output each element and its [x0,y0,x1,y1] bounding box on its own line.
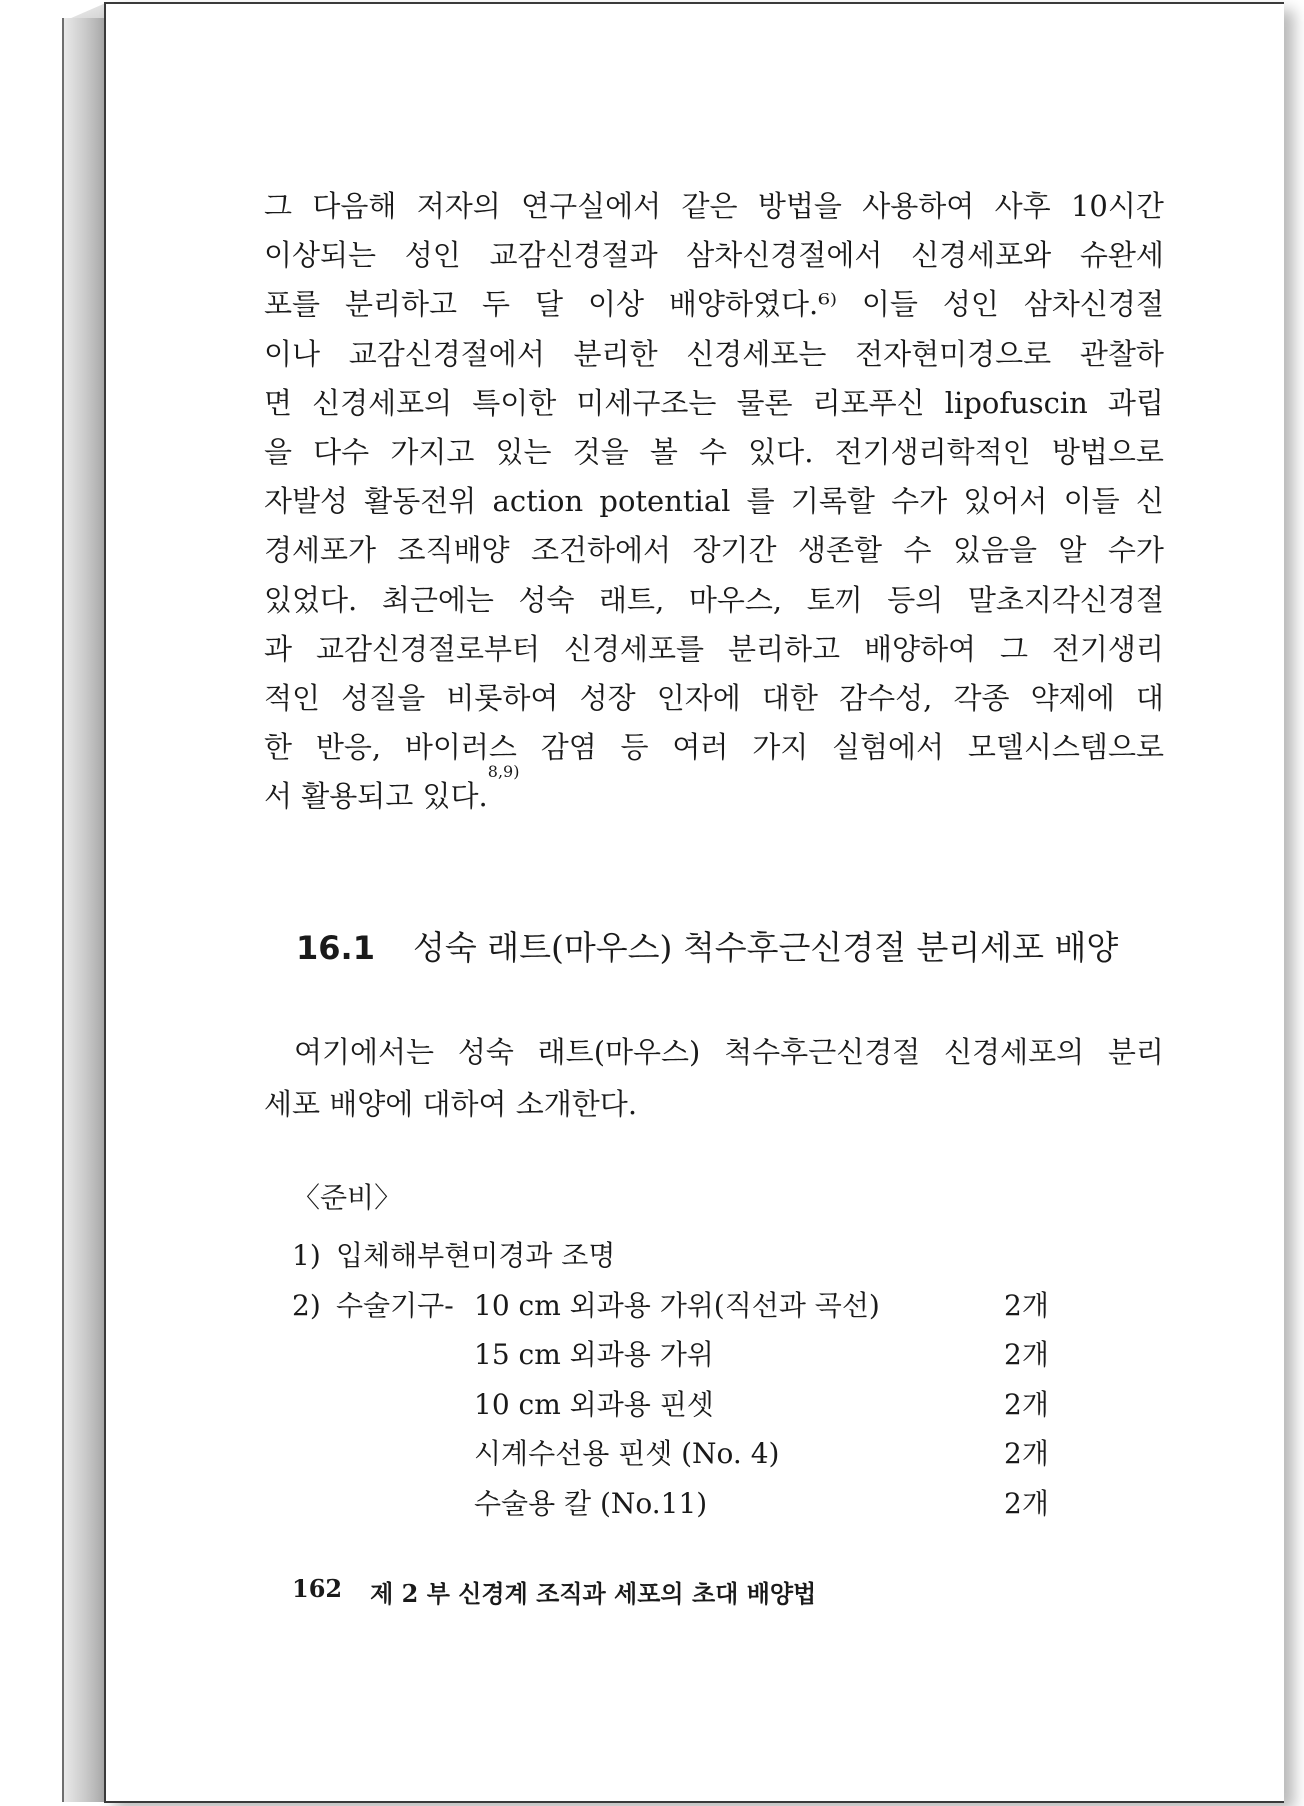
text-line [264,280,1164,329]
word: 알 [1058,533,1087,568]
text-line [264,231,1164,280]
text-line [264,428,1164,477]
word: 실험에서 [832,730,945,765]
word: 다수 [313,434,370,469]
word: 면 [264,385,293,420]
item-text: 입체해부현미경과 조명 [336,1239,616,1272]
item-desc: 10 cm 외과용 핀셋 [474,1387,714,1421]
page-number: 162 [292,1574,343,1603]
text-line [264,477,1164,526]
equipment-list [292,1231,1052,1528]
word: 수 [903,533,932,568]
list-item [292,1231,1052,1281]
word: 신경세포와 [911,238,1052,273]
word: 볼 [649,434,678,469]
section-number: 16.1 [296,929,375,967]
book-spine [62,18,106,1802]
word: 인자에 [656,680,741,715]
word: 분리한 [573,336,658,371]
list-item [292,1281,1052,1331]
text-line [264,762,1164,821]
word: 활동전위 [364,484,477,519]
word: 대한 [761,680,818,715]
text-line [264,723,1164,772]
page-footer [292,1574,816,1609]
word: 감수성, [839,680,933,715]
word: 대 [1135,680,1164,715]
word: 성숙 [457,1035,514,1069]
word: 배양하여 [863,631,977,666]
word: 성인 [404,238,461,273]
list-item [292,1479,1052,1529]
text-line [264,625,1164,674]
word: 이나 [264,336,321,371]
word: 신경세포의 [312,385,453,420]
list-item [292,1380,1052,1430]
intro-line [264,1026,1164,1078]
word: 척수후근신경절 [724,1035,921,1069]
word: 신경세포를 [563,631,705,666]
word: 성숙 [518,582,575,617]
word: 적인 [264,680,321,715]
word: 교감신경절에서 [348,336,545,371]
item-qty: 2개 [1004,1387,1049,1421]
word: 있음을 [952,533,1037,568]
word: 교감신경절로부터 [315,631,541,666]
list-item [292,1330,1052,1380]
word: 방법을 [757,189,842,223]
word: 조건하에서 [531,533,672,568]
item-qty: 2개 [1004,1437,1049,1470]
word: 관찰하 [1079,336,1164,371]
prep-title: 〈준비〉 [292,1181,403,1214]
word: 사용하여 [862,189,975,223]
word: 전자현미경으로 [855,336,1052,371]
word: 그 [264,189,293,223]
body-paragraph [264,182,1164,821]
word: 저자의 [416,189,501,223]
word: 분리하고 [344,287,458,322]
word: 배양하였다.⁶⁾ [668,287,837,322]
word: 등 [620,730,649,765]
word: 사후 [994,189,1051,223]
word: 를 [746,484,775,519]
word: 물론 [736,385,793,420]
word: 생존할 [798,533,883,568]
item-desc: 시계수선용 핀셋 (No. 4) [474,1437,780,1470]
word: 있어서 [963,484,1048,519]
word: 슈완세 [1079,238,1164,273]
section-title: 성숙 래트(마우스) 척수후근신경절 분리세포 배양 [412,928,1119,967]
list-item [292,1429,1052,1479]
word: potential [599,484,731,519]
word: 삼차신경절 [1023,287,1164,322]
item-desc: 수술용 칼 (No.11) [474,1486,708,1520]
word: 장기간 [692,533,777,568]
word: 여러 [672,730,729,765]
text-line [264,576,1164,625]
word: 토끼 [806,582,863,617]
word: 말초지각신경절 [967,582,1164,617]
word: 같은 [681,189,738,223]
word: 미세구조는 [576,385,717,420]
word: 이상 [587,287,644,322]
reference-superscript: 8,9) [487,762,520,782]
word: 수가 [891,484,948,519]
item-qty: 2개 [1004,1288,1049,1322]
item-number: 1) [292,1239,321,1272]
item-qty: 2개 [1004,1338,1049,1371]
word: 이들 [1063,484,1120,519]
word: 포를 [264,287,321,322]
text-line [264,330,1164,379]
item-label: 수술기구- [336,1288,454,1322]
word: 가지고 [390,434,475,469]
word: 등의 [887,582,944,617]
word: 최근에는 [381,582,494,617]
word: 그 [999,631,1028,666]
word: 조직배양 [397,533,510,568]
word: 가지 [752,730,809,765]
word: 전기생리학적인 [834,434,1031,469]
text-line [264,674,1164,723]
word: 성인 [942,287,999,322]
word: 다음해 [312,189,397,223]
word: 모델시스템으로 [967,730,1164,765]
word: 이들 [861,287,918,322]
word: 있었다. [264,582,358,617]
word: 수 [699,434,728,469]
word: 을 [264,434,293,469]
word: 한 [264,730,293,765]
running-title: 제 2 부 신경계 조직과 세포의 초대 배양법 [370,1579,817,1608]
section-intro [264,1026,1164,1130]
section-heading [296,922,1166,969]
word: 래트, [599,582,665,617]
word: 약제에 [1030,680,1115,715]
word: 달 [534,287,563,322]
word: 방법으로 [1051,434,1164,469]
word: 전기생리 [1051,631,1164,666]
word: 삼차신경절에서 [686,238,883,273]
word: 리포푸신 [812,385,925,420]
word: 성장 [579,680,636,715]
word: 성질을 [341,680,426,715]
word: 교감신경절과 [489,238,658,273]
item-desc: 15 cm 외과용 가위 [474,1338,714,1371]
word: 마우스, [688,582,783,617]
word: 있다. [748,434,814,469]
item-number: 2) [292,1288,321,1322]
page-bottom-edge [104,1801,1284,1803]
word: action [492,484,584,519]
word: 연구실에서 [521,189,662,223]
word: 비롯하여 [446,680,559,715]
word: 서 활용되고 있다. [264,779,488,814]
word: 래트(마우스) [537,1035,701,1069]
word: 여기에서는 [294,1035,435,1069]
text-line [264,182,1164,231]
word: 신 [1135,484,1164,519]
word: 분리 [1107,1035,1164,1069]
word: 10시간 [1070,189,1164,223]
word: 두 [482,287,511,322]
word: 반응, [315,730,382,765]
text-line [264,526,1164,575]
word: 기록할 [790,484,875,519]
word: 바이러스 [404,730,517,765]
intro-line: 세포 배양에 대하여 소개한다. [264,1087,638,1121]
word: 있는 [495,434,552,469]
word: 경세포가 [264,533,377,568]
word: 자발성 [264,484,349,519]
word: 감염 [540,730,597,765]
word: 분리하고 [727,631,841,666]
text-line [264,379,1164,428]
word: 수가 [1107,533,1164,568]
item-desc: 10 cm 외과용 가위(직선과 곡선) [474,1288,880,1322]
word: 신경세포는 [686,336,827,371]
word: 신경세포의 [944,1035,1085,1069]
word: 이상되는 [264,238,377,273]
word: 과립 [1107,385,1164,420]
word: 과 [264,631,293,666]
word: 특이한 [472,385,557,420]
word: 것을 [572,434,629,469]
word: lipofuscin [944,385,1088,420]
item-qty: 2개 [1004,1486,1049,1520]
word: 각종 [953,680,1010,715]
